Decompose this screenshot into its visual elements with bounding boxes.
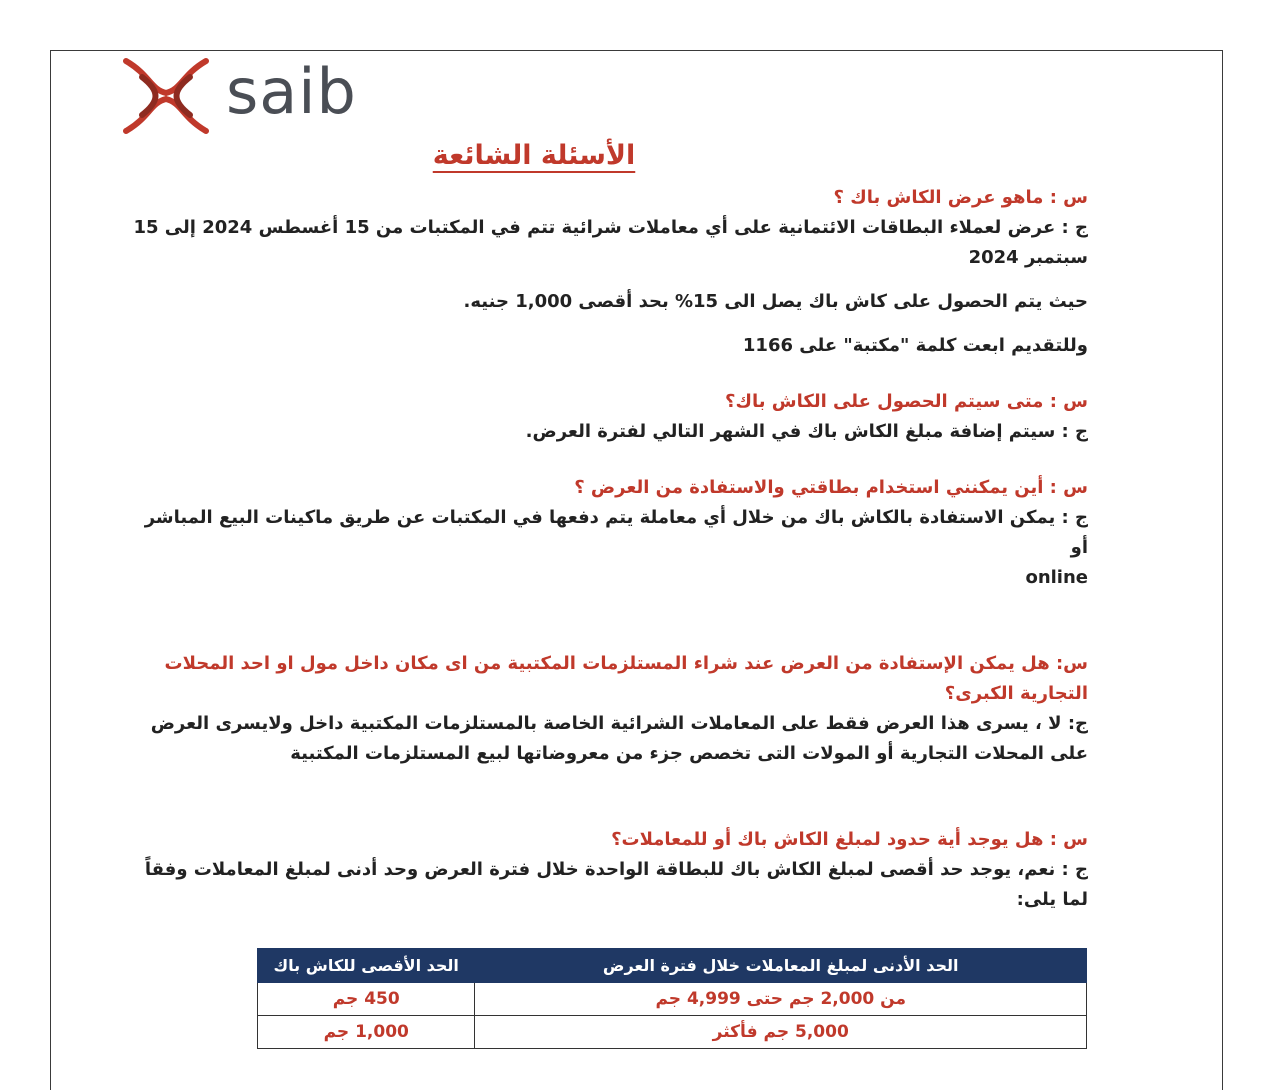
- page-title: الأسئلة الشائعة: [432, 140, 636, 171]
- table-cell-min-transaction: 5,000 جم فأكثر: [475, 1016, 1087, 1049]
- table-header-min-transaction: الحد الأدنى لمبلغ المعاملات خلال فترة العرض: [475, 949, 1087, 983]
- faq-question-1: س : ماهو عرض الكاش باك ؟: [833, 187, 1088, 208]
- table-header-row: [258, 949, 1087, 983]
- faq-answer-3-line-2: online: [1025, 567, 1088, 588]
- saib-logo: [120, 55, 357, 137]
- faq-answer-1-line-1: ج : عرض لعملاء البطاقات الائتمانية على أي معاملات شرائية تتم في المكتبات من 15 أغسطس 2024 إلى 15 سبتمبر 2024: [133, 217, 1088, 268]
- table-row: [258, 1016, 1087, 1049]
- faq-question-3: س : أين يمكنني استخدام بطاقتي والاستفادة من العرض ؟: [574, 477, 1088, 498]
- faq-question-4: س: هل يمكن الإستفادة من العرض عند شراء المستلزمات المكتبية من اى مكان داخل مول او احد المحلات التجارية الكبرى؟: [164, 653, 1088, 704]
- logo-wordmark: saib: [226, 55, 357, 128]
- table-cell-max-cashback: 1,000 جم: [258, 1016, 475, 1049]
- faq-content: [130, 140, 1088, 915]
- faq-answer-2-line-1: ج : سيتم إضافة مبلغ الكاش باك في الشهر التالي لفترة العرض.: [525, 421, 1088, 442]
- table-cell-min-transaction: من 2,000 جم حتى 4,999 جم: [475, 983, 1087, 1016]
- table-header-max-cashback: الحد الأقصى للكاش باك: [258, 949, 475, 983]
- table-cell-max-cashback: 450 جم: [258, 983, 475, 1016]
- faq-answer-3-line-1: ج : يمكن الاستفادة بالكاش باك من خلال أي معاملة يتم دفعها في المكتبات عن طريق ماكينات البيع المباشر أو: [144, 507, 1088, 558]
- table-row: [258, 983, 1087, 1016]
- faq-answer-5-line-1: ج : نعم، يوجد حد أقصى لمبلغ الكاش باك للبطاقة الواحدة خلال فترة العرض وحد أدنى لمبلغ المعاملات وفقاً لما يلى:: [144, 859, 1088, 910]
- faq-answer-1-line-2: حيث يتم الحصول على كاش باك يصل الى 15% بحد أقصى 1,000 جنيه.: [463, 291, 1088, 312]
- faq-question-2: س : متى سيتم الحصول على الكاش باك؟: [725, 391, 1088, 412]
- faq-answer-4-line-1: ج: لا ، يسرى هذا العرض فقط على المعاملات الشرائية الخاصة بالمستلزمات المكتبية داخل ولايسرى العرض على المحلات التجارية أو المولات التى تخصص جزء من معروضاتها لبيع المستلزمات المكتبية: [150, 713, 1088, 764]
- faq-answer-1-line-3: وللتقديم ابعت كلمة "مكتبة" على 1166: [742, 335, 1088, 356]
- faq-question-5: س : هل يوجد أية حدود لمبلغ الكاش باك أو للمعاملات؟: [611, 829, 1088, 850]
- saib-logo-mark-icon: [120, 55, 212, 137]
- cashback-limits-table: [257, 948, 1087, 1049]
